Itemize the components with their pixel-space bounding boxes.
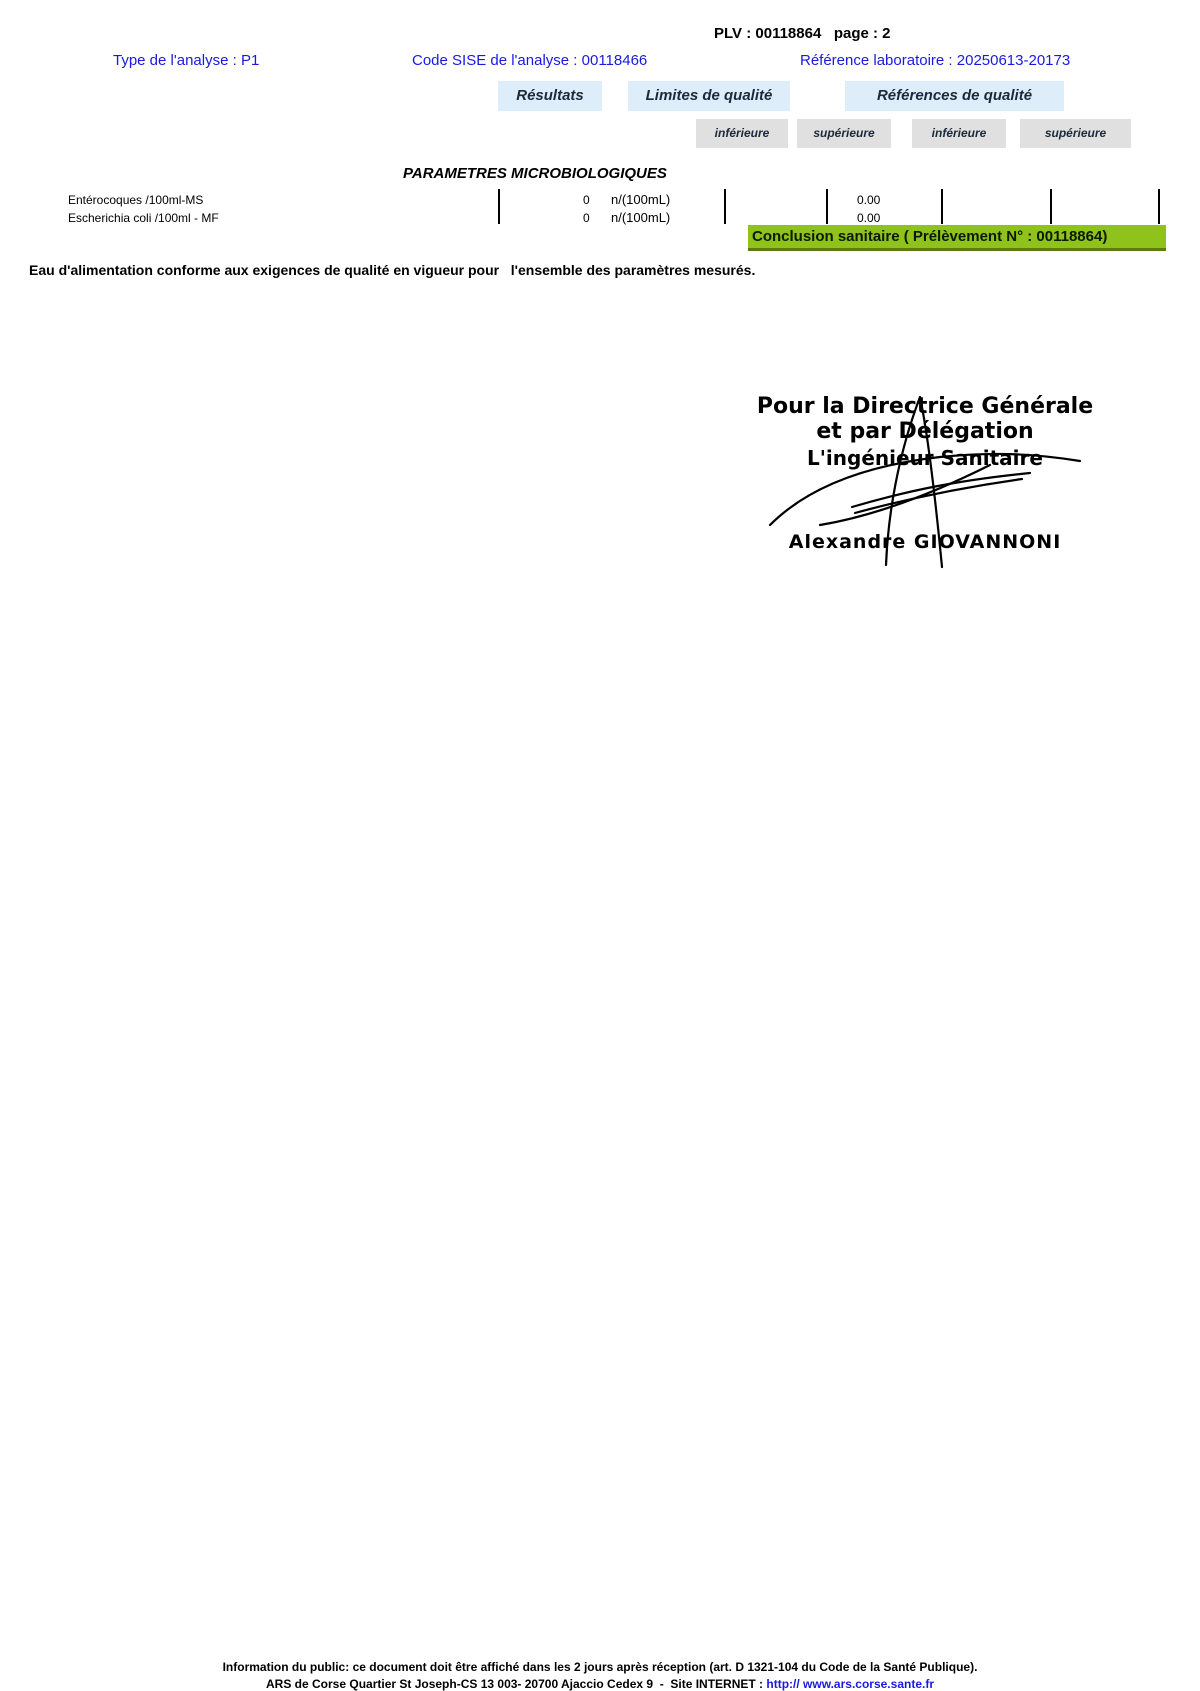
col-references-qualite: Références de qualité [845,81,1064,111]
column-divider [941,189,943,224]
plv-label: PLV : 00118864 [714,25,822,42]
col-limites-qualite: Limites de qualité [628,81,790,111]
section-title: PARAMETRES MICROBIOLOGIQUES [403,165,667,182]
column-divider [724,189,726,224]
col-limite-inferieure: inférieure [696,119,788,148]
signature-line3: L'ingénieur Sanitaire [807,446,1043,470]
signature-line2: et par Délégation [816,419,1034,444]
row-unit: n/(100mL) [611,192,671,207]
handwritten-signature-icon [760,395,1100,570]
column-divider [826,189,828,224]
row-value: 0 [583,211,590,225]
row-unit: n/(100mL) [611,210,671,225]
row-limit-sup: 0.00 [857,193,881,207]
plv-number [714,25,891,42]
conclusion-text: Eau d'alimentation conforme aux exigences de qualité en vigueur pour l'ensemble des paramètres mesurés. [29,262,756,278]
col-resultats: Résultats [498,81,602,111]
column-divider [1050,189,1052,224]
column-divider [1158,189,1160,224]
footer-info: Information du public: ce document doit être affiché dans les 2 jours après réception (art. D 1321-104 du Code de la Santé Publique). [222,1660,978,1674]
code-sise: Code SISE de l'analyse : 00118466 [412,52,648,69]
row-param: Escherichia coli /100ml - MF [68,211,219,225]
col-limite-superieure: supérieure [797,119,891,148]
conclusion-banner: Conclusion sanitaire ( Prélèvement N° : 00118864) [748,225,1166,251]
row-limit-sup: 0.00 [857,211,881,225]
footer-website-link[interactable]: http:// www.ars.corse.sante.fr [766,1677,934,1691]
footer-address [0,1677,1200,1691]
signature-line1: Pour la Directrice Générale [756,394,1094,419]
row-value: 0 [583,193,590,207]
page-number: page : 2 [833,25,891,42]
signature-name: Alexandre GIOVANNONI [788,531,1062,553]
reference-laboratoire: Référence laboratoire : 20250613-20173 [800,52,1071,69]
col-reference-superieure: supérieure [1020,119,1131,148]
column-divider [498,189,500,224]
col-reference-inferieure: inférieure [912,119,1006,148]
type-analyse: Type de l'analyse : P1 [113,52,260,69]
row-param: Entérocoques /100ml-MS [68,193,204,207]
footer-address-text: ARS de Corse Quartier St Joseph-CS 13 003- 20700 Ajaccio Cedex 9 - Site INTERNET : [266,1677,767,1691]
